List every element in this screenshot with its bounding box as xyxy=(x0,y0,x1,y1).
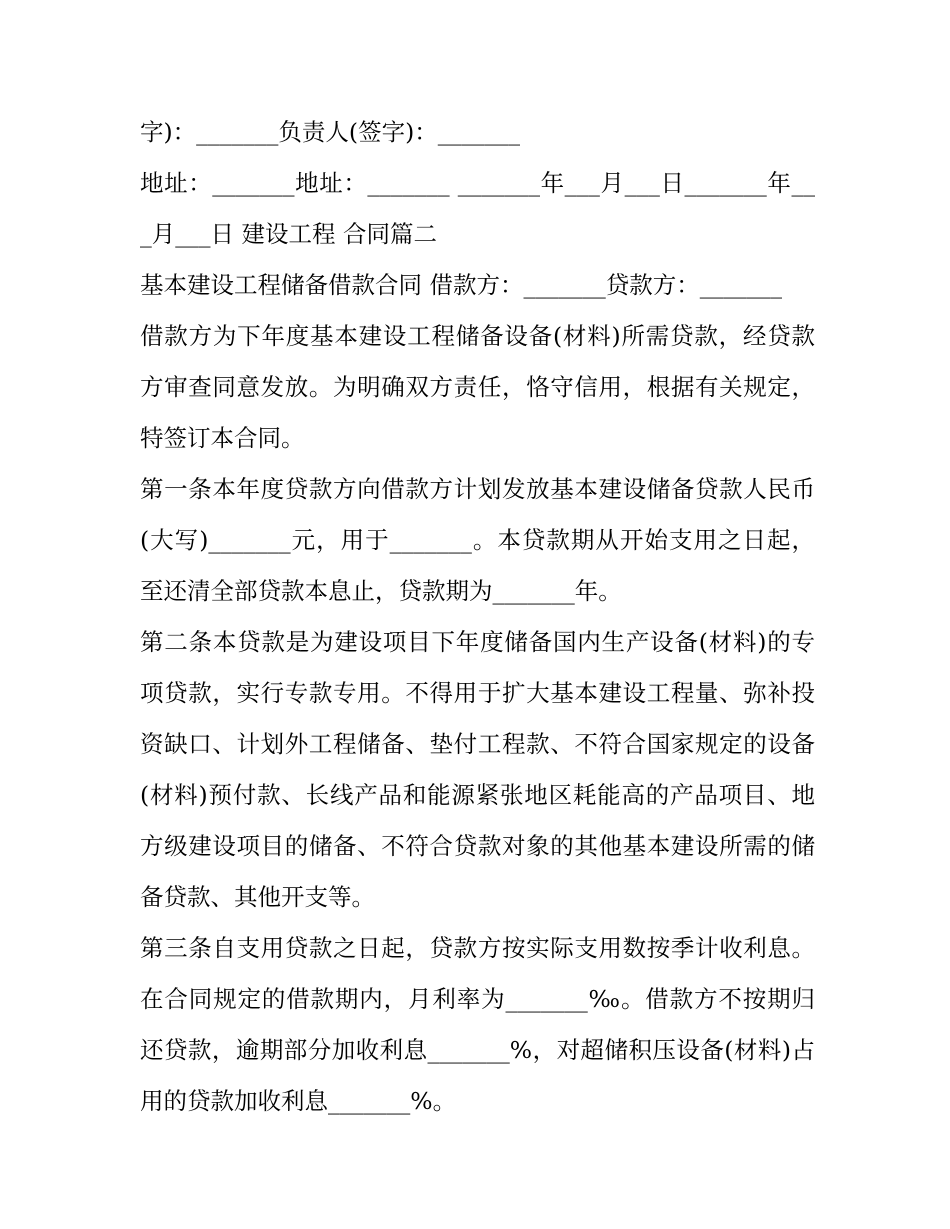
preamble-paragraph: 借款方为下年度基本建设工程储备设备(材料)所需贷款，经贷款方审查同意发放。为明确双方责任，恪守信用，根据有关规定，特签订本合同。 xyxy=(140,322,815,452)
address-date-line: 地址：_______地址：_______ _______年___月___日_______年___月___日 建设工程 合同篇二 xyxy=(140,169,815,248)
signature-line: 字)：_______负责人(签字)：_______ xyxy=(140,118,521,146)
article-3-paragraph: 第三条自支用贷款之日起，贷款方按实际支用数按季计收利息。在合同规定的借款期内，月利率为_______‰。借款方不按期归还贷款，逾期部分加收利息_______%，对超储积压设备(材料)占用的贷款加收利息_______%。 xyxy=(140,934,815,1115)
article-2-paragraph: 第二条本贷款是为建设项目下年度储备国内生产设备(材料)的专项贷款，实行专款专用。不得用于扩大基本建设工程量、弥补投资缺口、计划外工程储备、垫付工程款、不符合国家规定的设备(材料)预付款、长线产品和能源紧张地区耗能高的产品项目、地方级建设项目的储备、不符合贷款对象的其他基本建设所需的储备贷款、其他开支等。 xyxy=(140,628,815,911)
document-body xyxy=(140,107,815,1127)
article-1-paragraph: 第一条本年度贷款方向借款方计划发放基本建设储备贷款人民币(大写)_______元，用于_______。本贷款期从开始支用之日起，至还清全部贷款本息止，贷款期为_______年。 xyxy=(140,475,815,605)
contract-title-line: 基本建设工程储备借款合同 借款方：_______贷款方：_______ xyxy=(140,271,782,299)
